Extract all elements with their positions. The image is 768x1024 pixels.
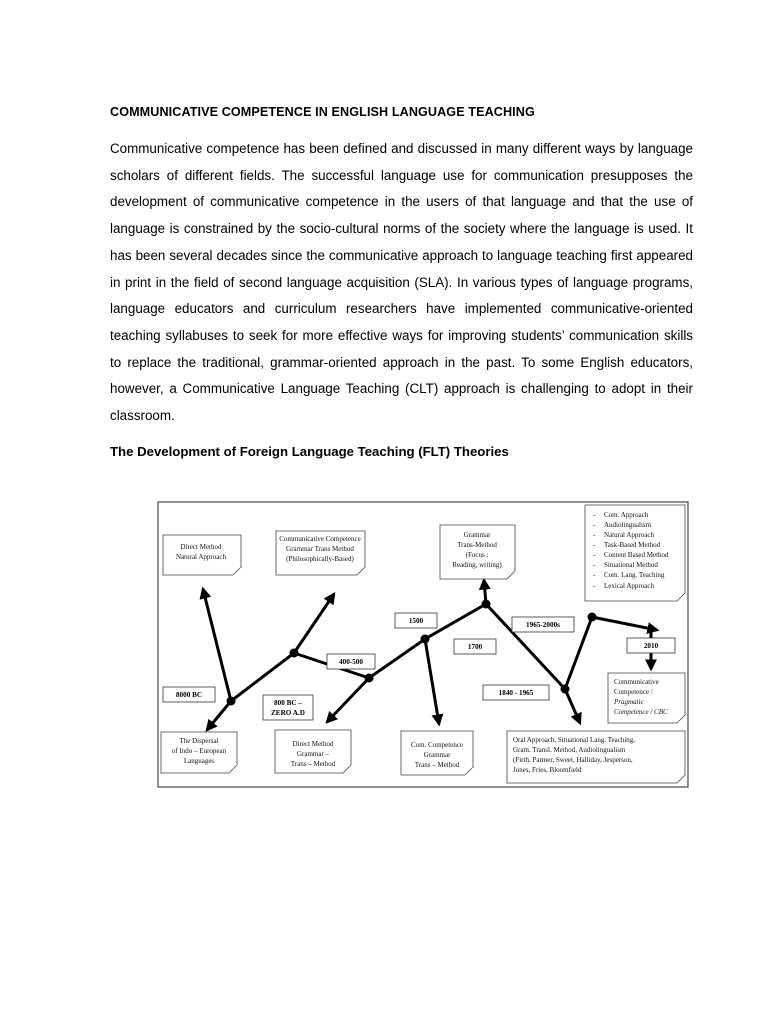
svg-text:400-500: 400-500 — [339, 658, 363, 666]
svg-text:Direct Method: Direct Method — [292, 740, 334, 748]
svg-text:Oral Approach, Situational: Oral Approach, Situational Lang. Teaching, — [513, 736, 636, 744]
svg-text:-: - — [593, 531, 596, 539]
svg-text:-: - — [593, 571, 596, 579]
svg-text:Reading, writing): Reading, writing) — [452, 561, 502, 569]
svg-text:Trans-Method: Trans-Method — [457, 541, 497, 549]
svg-text:Natural Approach: Natural Approach — [604, 531, 654, 539]
svg-text:1840 - 1965: 1840 - 1965 — [498, 689, 534, 697]
svg-text:(Philosophically-Based): (Philosophically-Based) — [286, 555, 354, 563]
svg-text:Com. Approach: Com. Approach — [604, 511, 649, 519]
svg-text:The Dispersal: The Dispersal — [179, 737, 219, 745]
svg-text:-: - — [593, 541, 596, 549]
svg-text:8000 BC: 8000 BC — [175, 691, 203, 699]
date-1840-1965 — [483, 685, 549, 700]
svg-text:Lexical Approach: Lexical Approach — [604, 582, 654, 590]
svg-text:Grammar Trans Method: Grammar Trans Method — [286, 545, 354, 553]
box-oral-approach — [507, 731, 685, 783]
svg-text:Grammar: Grammar — [423, 751, 451, 759]
svg-text:Competence / CBC: Competence / CBC — [614, 708, 668, 716]
box-dispersal — [161, 732, 237, 773]
svg-text:Communicative: Communicative — [614, 678, 659, 686]
date-8000bc — [163, 687, 215, 702]
svg-text:Com. Competence: Com. Competence — [410, 741, 464, 749]
svg-text:-: - — [593, 582, 596, 590]
date-800bc-zero-ad — [263, 695, 313, 720]
date-1500 — [395, 613, 437, 628]
svg-text:Jones, Fries, Bloomfield: Jones, Fries, Bloomfield — [513, 766, 582, 774]
svg-text:Natural Approach: Natural Approach — [176, 553, 226, 561]
svg-text:1500: 1500 — [408, 617, 424, 625]
svg-text:800 BC –: 800 BC – — [274, 699, 302, 707]
date-2010 — [627, 638, 675, 653]
svg-text:of Indo – European: of Indo – European — [171, 747, 227, 755]
document-title: COMMUNICATIVE COMPETENCE IN ENGLISH LANGUAGE TEACHING — [110, 105, 535, 119]
svg-text:Situational Method: Situational Method — [604, 561, 658, 569]
box-comm-competence — [276, 531, 365, 575]
box-direct-grammar — [275, 730, 351, 773]
svg-text:ZERO A.D: ZERO A.D — [271, 709, 305, 717]
svg-text:Grammar: Grammar — [463, 531, 491, 539]
svg-text:Competence /: Competence / — [614, 688, 653, 696]
svg-text:2010: 2010 — [643, 642, 659, 650]
body-paragraph: Communicative competence has been defined and discussed in many different ways by language scholars of different fields. The successful language use for communication presupposes the development of communicative competence in the users of that language and that the use of language is constrained by the socio-cultural norms of the society where the language is used. It has been several decades since the communicative approach to language teaching first appeared in print in the field of second language acquisition (SLA). In various types of language programs, language educators and curriculum researchers have implemented communicative-oriented teaching syllabuses to seek for more effective ways for improving students’ communication skills to replace the traditional, grammar-oriented approach in the past. To some English educators, however, a Communicative Language Teaching (CLT) approach is challenging to adopt in their classroom. — [110, 141, 693, 424]
svg-text:Com. Lang. Teaching: Com. Lang. Teaching — [604, 571, 665, 579]
svg-text:-: - — [593, 521, 596, 529]
svg-text:Direct Method: Direct Method — [180, 543, 222, 551]
flt-timeline-figure — [157, 501, 689, 788]
date-1700 — [454, 639, 496, 654]
svg-text:Pragmatic: Pragmatic — [614, 698, 644, 706]
box-grammar-trans — [440, 525, 515, 579]
svg-text:Trans – Method: Trans – Method — [290, 760, 336, 768]
svg-text:-: - — [593, 551, 596, 559]
box-com-competence-grammar — [401, 731, 473, 775]
svg-text:Languages: Languages — [183, 757, 215, 765]
svg-text:-: - — [593, 561, 596, 569]
box-communicative-competence-cbc — [608, 673, 685, 723]
svg-text:Communicative Competence: Communicative Competence — [279, 535, 361, 543]
svg-text:1965-2000s: 1965-2000s — [526, 621, 560, 629]
box-direct-natural — [163, 535, 241, 575]
svg-text:1700: 1700 — [467, 643, 483, 651]
date-400-500 — [327, 654, 375, 669]
svg-text:Task-Based Method: Task-Based Method — [604, 541, 661, 549]
svg-text:(Firth, Parmer, Sweet, Hallida: (Firth, Parmer, Sweet, Halliday, Jesperson, — [513, 756, 633, 764]
svg-text:Grammar –: Grammar – — [296, 750, 330, 758]
svg-text:Trans – Method: Trans – Method — [414, 761, 460, 769]
date-1965-2000s — [512, 617, 574, 632]
svg-text:-: - — [593, 511, 596, 519]
section-heading: The Development of Foreign Language Teaching (FLT) Theories — [110, 444, 509, 459]
svg-text:(Focus :: (Focus : — [465, 551, 489, 559]
box-modern-approaches — [585, 505, 685, 601]
svg-text:Audiolingualism: Audiolingualism — [604, 521, 652, 529]
svg-text:Content Based Method: Content Based Method — [604, 551, 669, 559]
svg-text:Gram. Transl. Method, Audiolin: Gram. Transl. Method, Audiolingualism — [513, 746, 626, 754]
